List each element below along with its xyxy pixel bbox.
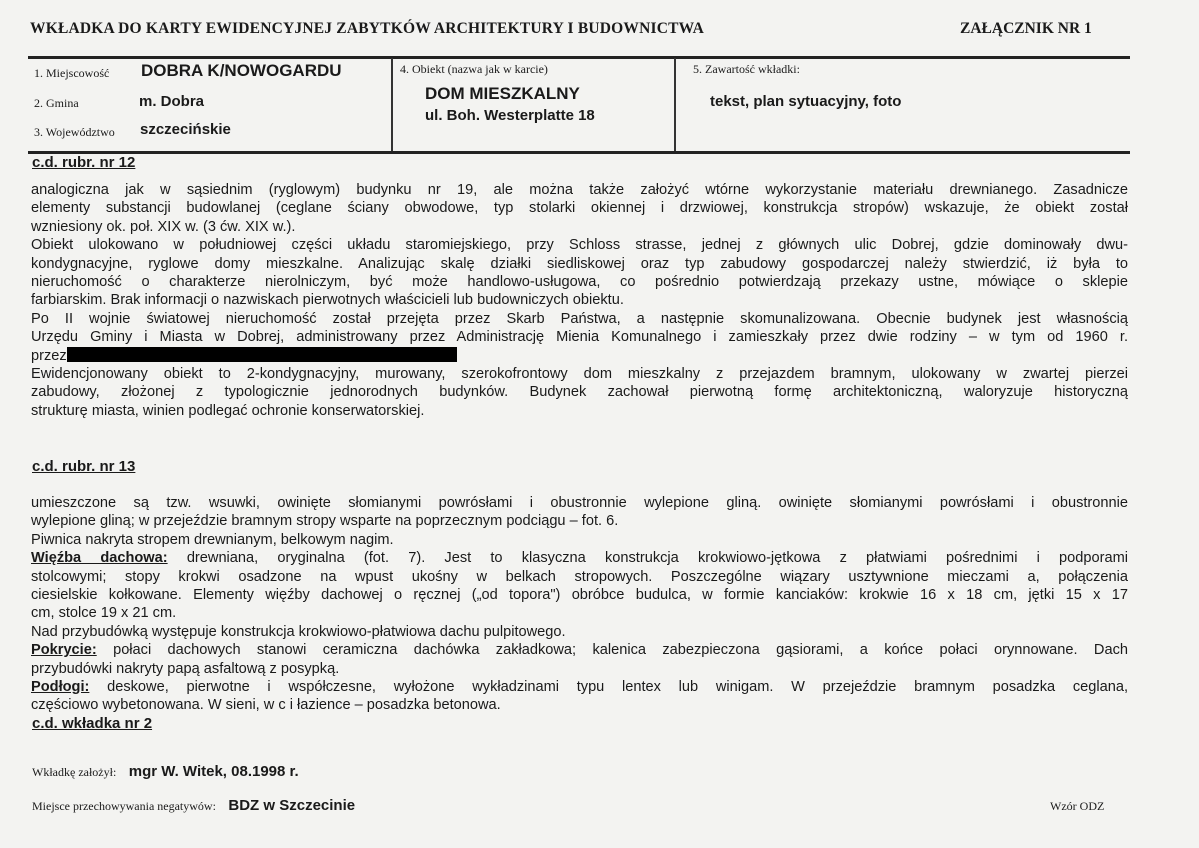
text-line: cm, stolce 19 x 21 cm.: [31, 605, 177, 622]
text-line: Po II wojnie światowej nieruchomość został przejęta przez Skarb Państwa, a następnie skomunalizowana. Obecnie budynek jest własnością: [31, 310, 1128, 327]
text-line: kondygnacyjne, ryglowe domy mieszkalne. Analizując skalę działki siedliskowej oraz typ zabudowy gospodarczej należy stwierdzić, iż była to: [31, 255, 1128, 272]
text-line: częściowo wybetonowana. W sieni, w c i łazience – posadzka betonowa.: [31, 697, 501, 714]
negatives-row: [32, 797, 355, 815]
text-fragment: przez: [31, 347, 67, 364]
locality-value: DOBRA K/NOWOGARDU: [141, 61, 342, 80]
voivodeship-label: 3. Województwo: [34, 125, 115, 139]
text-line: zabudowy, złożonej z typologicznie jednorodnych budynków. Budynek zachował pierwotną formę architektoniczną, waloryzuje historyczną: [31, 384, 1128, 401]
redaction-bar: [67, 347, 457, 362]
roof-label: Więźba dachowa:: [31, 550, 168, 567]
section-13-body: [31, 494, 1128, 733]
text-line: Ewidencjonowany obiekt to 2-kondygnacyjny, murowany, szerokofrontowy dom mieszkalny z przejazdem bramnym, ulokowany w zwartej pierzei: [31, 365, 1128, 382]
text-line: wzniesiony ok. poł. XIX w. (3 ćw. XIX w.).: [31, 218, 296, 235]
voivodeship-value: szczecińskie: [140, 121, 231, 138]
document-title: WKŁADKA DO KARTY EWIDENCYJNEJ ZABYTKÓW ARCHITEKTURY I BUDOWNICTWA: [30, 20, 705, 37]
continued-note: c.d. wkładka nr 2: [32, 714, 153, 732]
object-address: ul. Boh. Westerplatte 18: [425, 107, 595, 124]
text-line: analogiczna jak w sąsiednim (ryglowym) budynku nr 19, ale można także założyć wtórne wykorzystanie materiału drewnianego. Zasadnicze: [31, 182, 1128, 198]
text-line: ciesielskie kołkowane. Elementy więźby dachowej o ręcznej („od topora") obróbce budulca, w formie kanciaków: krokwie 16 x 18 cm, jętki 15 x 17: [31, 586, 1128, 603]
negatives-label: Miejsce przechowywania negatywów:: [32, 799, 216, 813]
contents-label: 5. Zawartość wkładki:: [693, 62, 800, 76]
text-fragment: deskowe, pierwotne i współczesne, wyłożone wykładzinami typu lentex lub winigam. W przejeździe bramnym posadzka ceglana,: [107, 678, 1128, 695]
divider: [28, 151, 1130, 154]
object-label: 4. Obiekt (nazwa jak w karcie): [400, 62, 548, 76]
text-line: [31, 347, 1128, 365]
covering-label: Pokrycie:: [31, 642, 97, 659]
text-line: Obiekt ulokowano w południowej części układu staromiejskiego, przy Schloss strasse, jednej z głównych ulic Dobrej, gdzie dominowały dwu-: [31, 237, 1128, 254]
section-12-heading: c.d. rubr. nr 12: [32, 154, 136, 171]
text-fragment: drewniana, oryginalna (fot. 7). Jest to klasyczna konstrukcja krokwiowo-jętkowa z płatwiami pośrednimi i podporami: [186, 550, 1128, 567]
author-row: [32, 763, 299, 781]
floors-label: Podłogi:: [31, 678, 90, 695]
text-line: wylepione gliną; w przejeździe bramnym stropy wsparte na poprzecznym podciągu – fot. 6.: [31, 513, 619, 530]
text-line: elementy substancji budowlanej (ceglane ściany obwodowe, typ stolarki okiennej i drzwiowej, konstrukcja stropów) wskazuje, że obiekt został: [31, 200, 1128, 217]
text-line: przybudówki nakryty papą asfaltową z posypką.: [31, 660, 340, 677]
text-line: umieszczone są tzw. wsuwki, owinięte słomianymi powrósłami i obustronnie wylepione gliną. owinięte słomianymi powrósłami i obustronnie: [31, 495, 1128, 511]
object-name: DOM MIESZKALNY: [425, 84, 580, 103]
section-13-heading: c.d. rubr. nr 13: [32, 458, 136, 475]
negatives-value: BDZ w Szczecinie: [228, 797, 356, 814]
text-line: [31, 641, 1128, 659]
commune-value: m. Dobra: [139, 93, 205, 110]
form-code: Wzór ODZ: [1050, 799, 1105, 813]
text-fragment: połaci dachowych stanowi ceramiczna dachówka zakładkowa; kalenica zabezpieczona gąsiorami, a końce połaci orynnowane. Dach: [113, 642, 1128, 659]
author-value: mgr W. Witek, 08.1998 r.: [128, 763, 299, 780]
text-line: stolcowymi; stopy krokwi osadzone na wpust ukośny w belkach stropowych. Poszczególne wiązary usztywnione mieczami a, połączenia: [31, 568, 1128, 585]
text-line: Piwnica nakryta stropem drewnianym, belkowym nagim.: [31, 531, 394, 548]
section-12-body: [31, 181, 1128, 420]
text-line: Urzędu Gminy i Miasta w Dobrej, administrowany przez Administrację Mienia Komunalnego i zamieszkały przez dwie rodziny – w tym od 1960 r.: [31, 329, 1128, 346]
commune-label: 2. Gmina: [34, 96, 79, 110]
text-line: Nad przybudówką występuje konstrukcja krokwiowo-płatwiowa dachu pulpitowego.: [31, 623, 566, 640]
divider: [674, 58, 676, 152]
text-line: strukturę miasta, winien podlegać ochronie konserwatorskiej.: [31, 402, 425, 419]
author-label: Wkładkę założył:: [32, 765, 117, 779]
text-line: nieruchomość o charakterze nierolniczym, być może handlowo-usługowa, co pośrednio potwierdzają przekazy ustne, mówiące o sklepie: [31, 273, 1128, 290]
divider: [391, 58, 393, 152]
text-line: farbiarskim. Brak informacji o nazwiskach pierwotnych właścicieli lub budowniczych obiektu.: [31, 292, 624, 309]
locality-label: 1. Miejscowość: [34, 66, 110, 80]
text-line: [31, 549, 1128, 567]
divider: [28, 56, 1130, 59]
text-line: [31, 678, 1128, 696]
contents-value: tekst, plan sytuacyjny, foto: [710, 93, 902, 110]
annex-number: ZAŁĄCZNIK NR 1: [960, 20, 1092, 37]
